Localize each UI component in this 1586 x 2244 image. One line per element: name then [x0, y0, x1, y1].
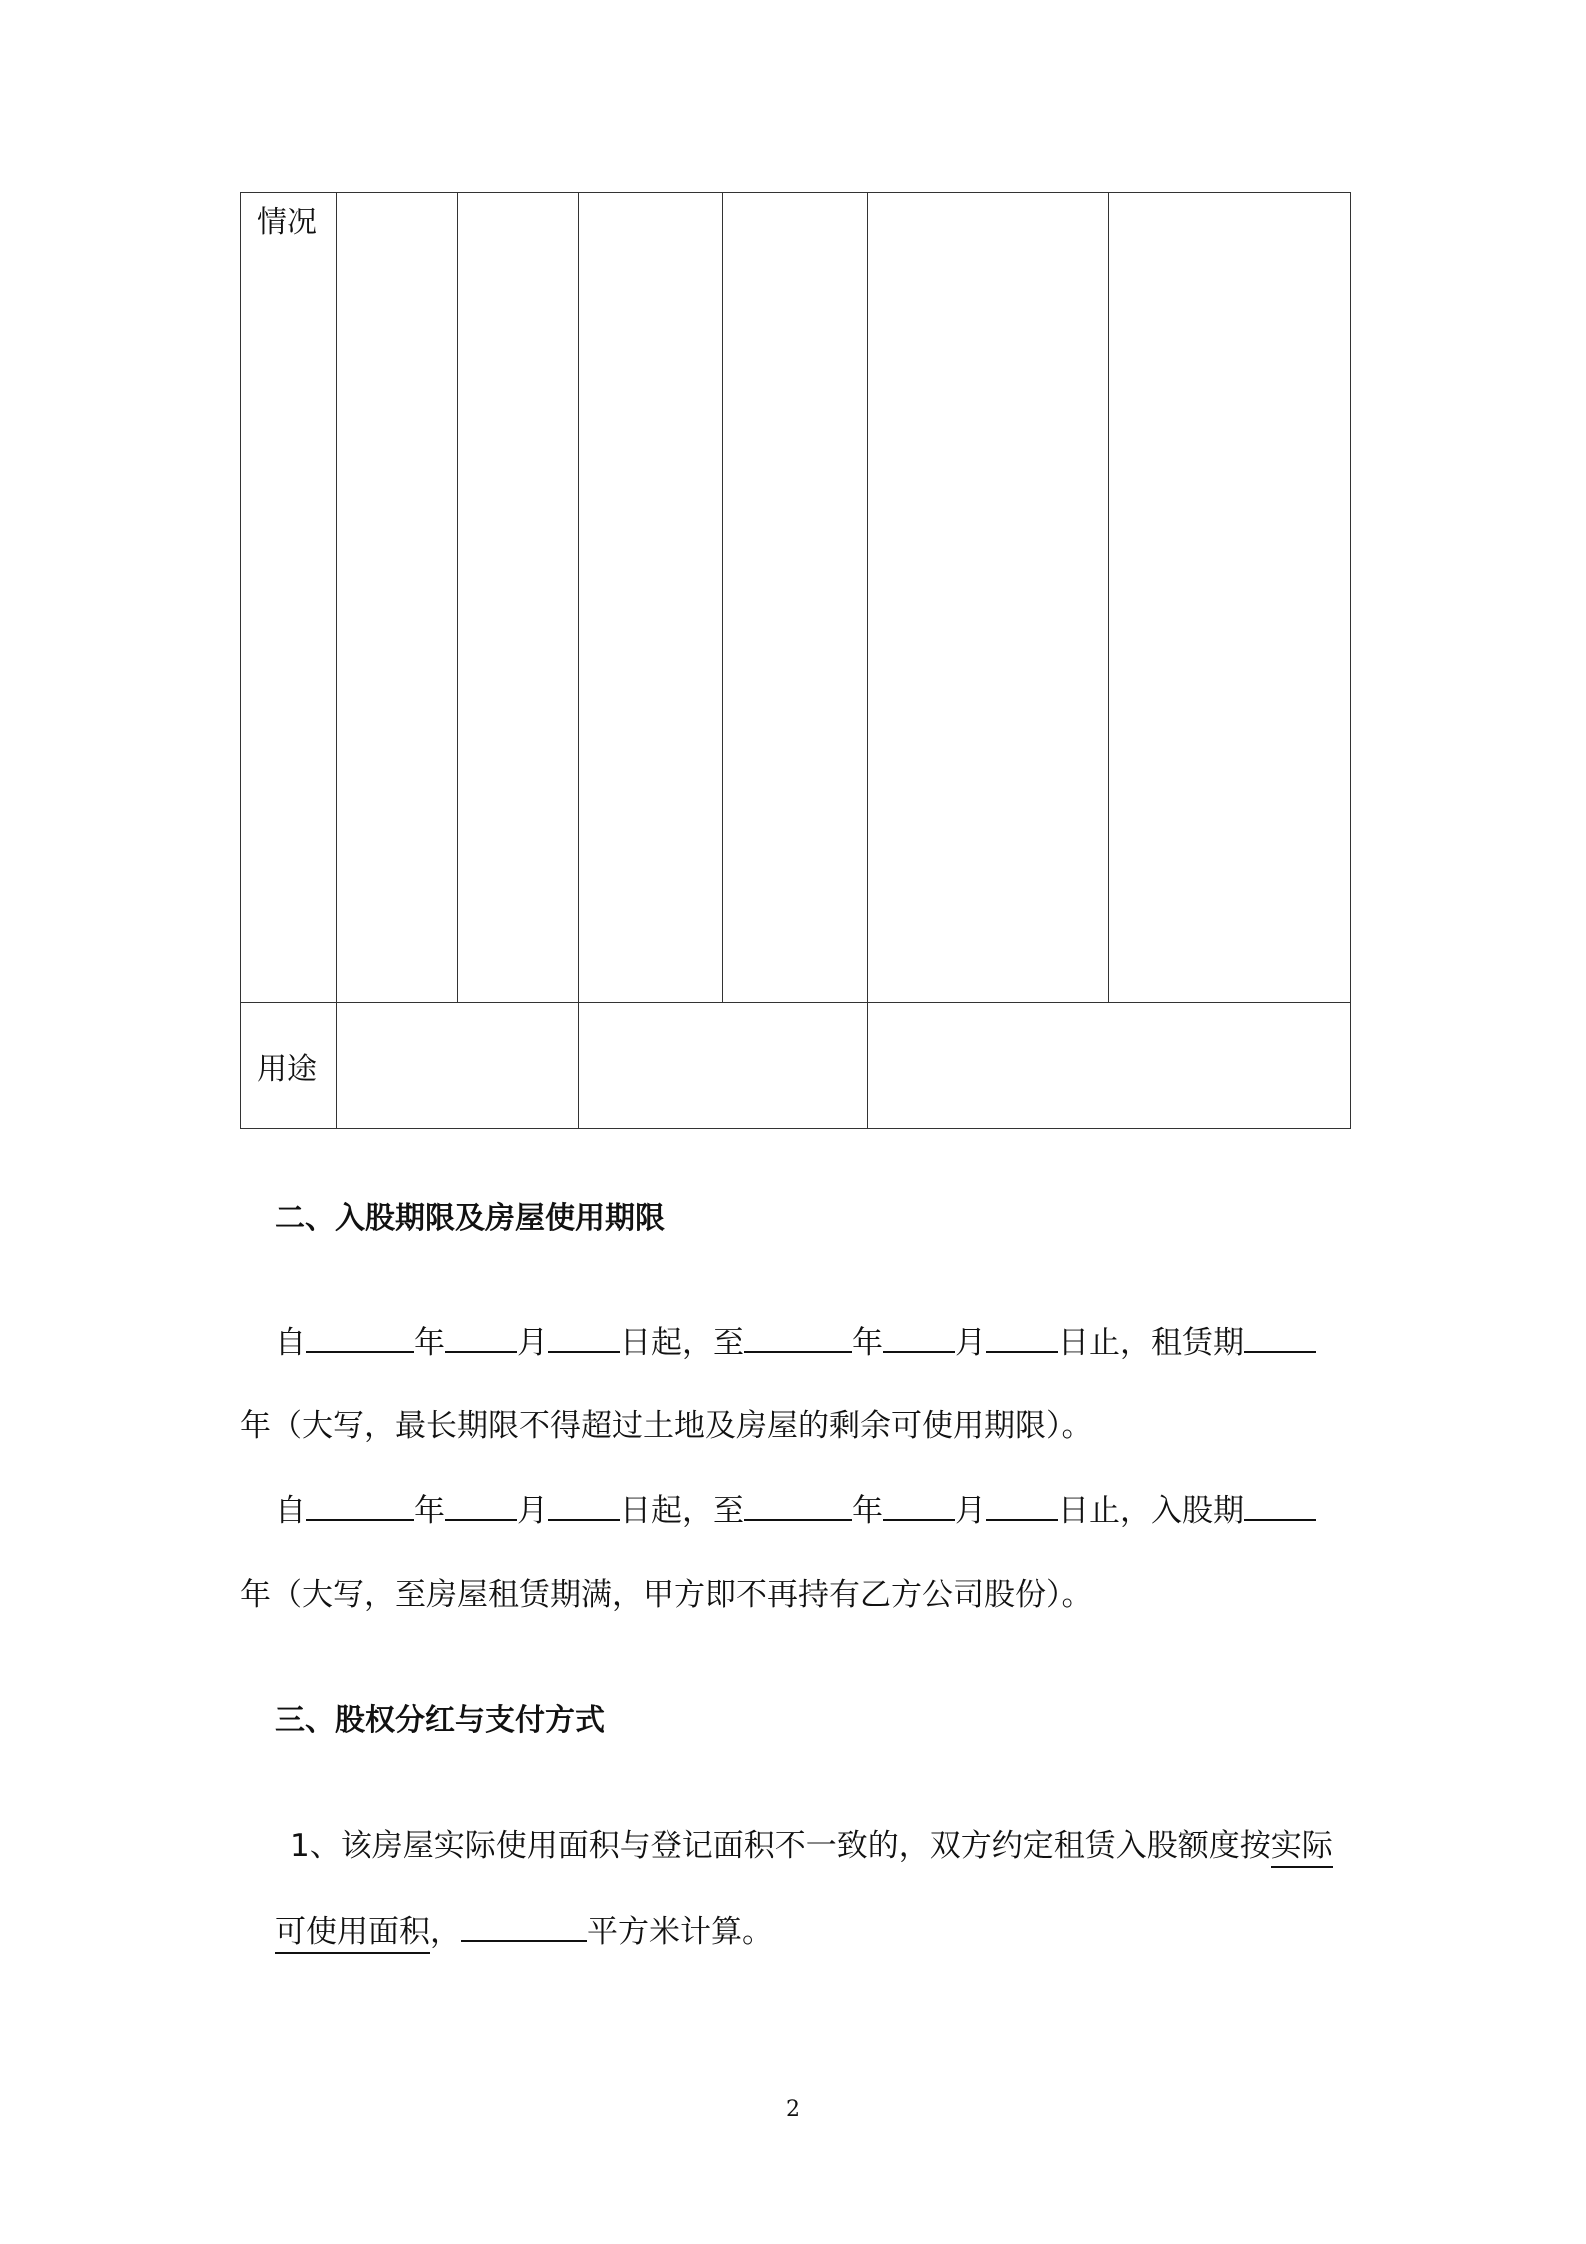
text-fragment: 月 — [955, 1325, 986, 1361]
underlined-text: 实际 — [1271, 1828, 1333, 1868]
table-cell — [337, 1003, 579, 1129]
text-fragment: 月 — [517, 1325, 548, 1361]
row-label-condition: 情况 — [241, 193, 337, 1003]
text-fragment: 月 — [517, 1493, 548, 1529]
share-term-note: 年（大写，至房屋租赁期满，甲方即不再持有乙方公司股份）。 — [240, 1577, 1093, 1613]
page-number: 2 — [786, 2097, 800, 2122]
text-fragment: 月 — [955, 1493, 986, 1529]
clause-1-line-2 — [275, 1906, 773, 1951]
fill-blank — [548, 1325, 620, 1353]
fill-blank — [306, 1325, 414, 1353]
fill-blank — [461, 1914, 587, 1942]
fill-blank — [445, 1493, 517, 1521]
table-row-condition — [241, 193, 1351, 1003]
text-fragment: 日止，租赁期 — [1058, 1325, 1244, 1361]
lease-term-note: 年（大写，最长期限不得超过土地及房屋的剩余可使用期限）。 — [240, 1408, 1093, 1444]
share-term-line — [275, 1485, 1316, 1530]
text-fragment: 自 — [275, 1493, 306, 1529]
table-cell — [458, 193, 579, 1003]
text-fragment: 年 — [852, 1325, 883, 1361]
fill-blank — [306, 1493, 414, 1521]
text-fragment: 平方米计算。 — [587, 1914, 773, 1950]
section-2-heading: 二、入股期限及房屋使用期限 — [275, 1201, 665, 1236]
text-fragment: 日止，入股期 — [1058, 1493, 1244, 1529]
text-fragment: 年 — [852, 1493, 883, 1529]
property-table — [240, 192, 1351, 1129]
section-3-heading: 三、股权分红与支付方式 — [275, 1703, 605, 1738]
fill-blank — [986, 1325, 1058, 1353]
table-cell — [579, 193, 723, 1003]
table-cell — [868, 1003, 1351, 1129]
fill-blank — [1244, 1325, 1316, 1353]
text-fragment: ， — [430, 1914, 461, 1950]
text-fragment: 自 — [275, 1325, 306, 1361]
fill-blank — [883, 1493, 955, 1521]
text-fragment: 日起，至 — [620, 1325, 744, 1361]
text-fragment: 年 — [414, 1493, 445, 1529]
underlined-text: 可使用面积 — [275, 1914, 430, 1954]
fill-blank — [986, 1493, 1058, 1521]
table-row-usage — [241, 1003, 1351, 1129]
table-cell — [337, 193, 458, 1003]
text-fragment: 日起，至 — [620, 1493, 744, 1529]
fill-blank — [744, 1493, 852, 1521]
text-fragment: 1、该房屋实际使用面积与登记面积不一致的，双方约定租赁入股额度按 — [290, 1828, 1271, 1864]
text-fragment: 年 — [414, 1325, 445, 1361]
row-label-usage: 用途 — [241, 1003, 337, 1129]
lease-term-line — [275, 1317, 1316, 1362]
fill-blank — [1244, 1493, 1316, 1521]
fill-blank — [744, 1325, 852, 1353]
table-cell — [868, 193, 1109, 1003]
fill-blank — [883, 1325, 955, 1353]
table-cell — [1109, 193, 1351, 1003]
table-cell — [579, 1003, 868, 1129]
clause-1-line-1 — [290, 1820, 1333, 1865]
fill-blank — [548, 1493, 620, 1521]
fill-blank — [445, 1325, 517, 1353]
table-cell — [723, 193, 868, 1003]
